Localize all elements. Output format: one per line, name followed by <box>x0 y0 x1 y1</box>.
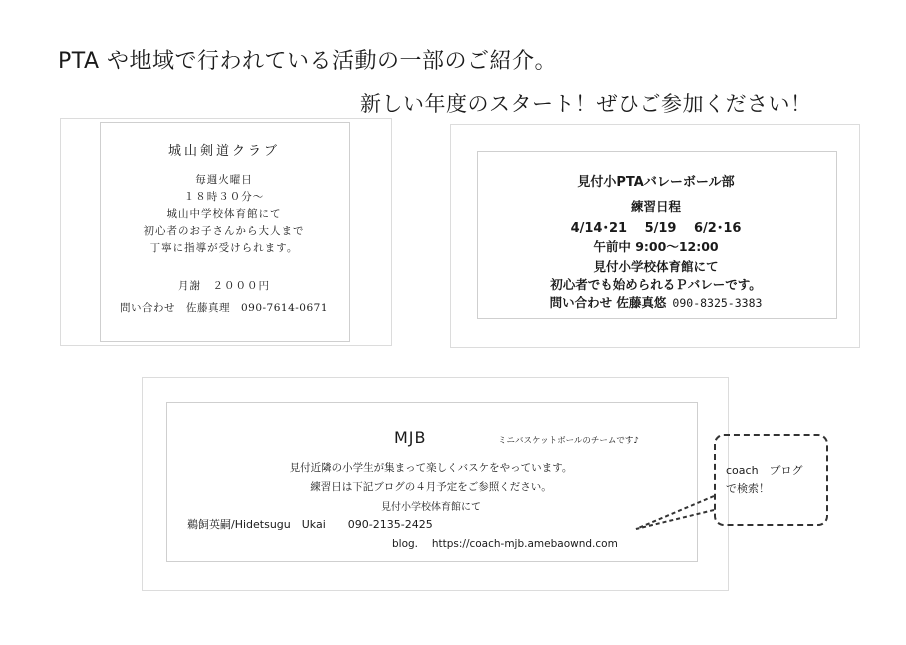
volleyball-title: 見付小PTAバレーボール部 <box>577 175 735 190</box>
mjb-line-schedule: 練習日は下記ブログの４月予定をご参照ください。 <box>310 481 552 493</box>
volleyball-note: 初心者でも始められるＰバレーです。 <box>550 277 762 292</box>
page-subline: 新しい年度のスタート！ぜひご参加ください！ <box>360 92 812 116</box>
volleyball-contact-tel: 090-8325-3383 <box>672 296 763 310</box>
search-hint-bubble <box>714 434 828 526</box>
volleyball-dates: 4/14･21 5/19 6/2･16 <box>570 221 742 236</box>
kendo-fee: 月謝 ２０００円 <box>178 280 270 292</box>
mjb-name: MJB <box>394 428 427 447</box>
kendo-line-time: １８時３０分～ <box>183 191 265 203</box>
volleyball-contact <box>477 293 835 311</box>
volleyball-time: 午前中 9:00～12:00 <box>593 239 719 254</box>
kendo-line-place: 城山中学校体育館にて <box>166 208 282 220</box>
bubble-line-1: coach ブログ <box>726 464 803 477</box>
kendo-line-day: 毎週火曜日 <box>195 174 253 186</box>
mjb-line-place: 見付小学校体育館にて <box>381 502 481 513</box>
kendo-title: 城山剣道クラブ <box>167 144 280 159</box>
volleyball-place: 見付小学校体育館にて <box>593 259 719 274</box>
mjb-blog-link[interactable]: blog. https://coach-mjb.amebaownd.com <box>392 538 618 550</box>
kendo-line-note: 丁寧に指導が受けられます。 <box>149 242 299 254</box>
volleyball-schedule-label: 練習日程 <box>630 199 681 214</box>
bubble-line-2: で検索！ <box>726 482 770 495</box>
kendo-line-target: 初心者のお子さんから大人まで <box>143 225 305 237</box>
kendo-contact: 問い合わせ 佐藤真理 090-7614-0671 <box>119 302 329 314</box>
page-headline: PTA や地域で行われている活動の一部のご紹介。 <box>58 49 558 74</box>
volleyball-contact-label: 問い合わせ 佐藤真悠 <box>549 295 667 310</box>
mjb-contact: 鵜飼英嗣/Hidetsugu Ukai 090-2135-2425 <box>187 518 433 531</box>
mjb-tagline: ミニバスケットボールのチームです♪ <box>498 436 639 446</box>
mjb-line-intro: 見付近隣の小学生が集まって楽しくバスケをやっています。 <box>289 462 573 474</box>
